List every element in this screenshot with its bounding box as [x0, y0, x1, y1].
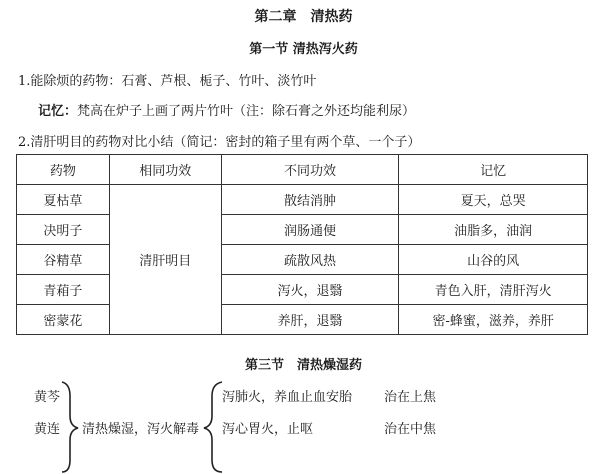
item-2: 2.清肝明目的药物对比小结（简记：密封的箱子里有两个草、一个子） — [18, 135, 421, 150]
header-different: 不同功效 — [221, 155, 399, 185]
effect-cell: 散结消肿 — [221, 185, 399, 215]
table-row — [17, 305, 588, 335]
effect-huangqin: 泻肺火，养血止血安胎 — [222, 390, 353, 405]
section3-title: 第三节 清热燥湿药 — [244, 358, 362, 373]
effect-cell: 泻火，退翳 — [221, 275, 399, 305]
memo-cell: 山谷的风 — [399, 245, 588, 275]
location-middle: 治在中焦 — [384, 422, 437, 437]
table-row — [17, 245, 588, 275]
memo-cell: 密-蜂蜜，滋养，养肝 — [399, 305, 588, 335]
table-row — [17, 185, 588, 215]
comparison-table — [16, 154, 588, 335]
drug-cell: 青葙子 — [17, 275, 110, 305]
drug-cell: 夏枯草 — [17, 185, 110, 215]
chapter-title: 第二章 清热药 — [254, 9, 353, 25]
brace-diagram — [0, 378, 607, 474]
effect-cell: 养肝，退翳 — [221, 305, 399, 335]
table-row — [17, 275, 588, 305]
shared-effect: 清热燥湿，泻火解毒 — [82, 422, 200, 437]
memo-cell: 油脂多，油润 — [399, 215, 588, 245]
effect-cell: 润肠通便 — [221, 215, 399, 245]
shared-effect-cell: 清肝明目 — [109, 185, 221, 335]
drug-cell: 决明子 — [17, 215, 110, 245]
memory-label: 记忆： — [38, 104, 78, 119]
header-shared: 相同功效 — [109, 155, 221, 185]
effect-cell: 疏散风热 — [221, 245, 399, 275]
memory-line — [38, 100, 415, 119]
memory-text: 梵高在炉子上画了两片竹叶（注：除石膏之外还均能利尿） — [77, 104, 416, 119]
memo-cell: 夏天，总哭 — [399, 185, 588, 215]
right-brace — [204, 382, 222, 472]
section-title: 第一节 清热泻火药 — [249, 42, 358, 57]
table-header-row — [17, 155, 588, 185]
drug-cell: 密蒙花 — [17, 305, 110, 335]
header-memo: 记忆 — [399, 155, 588, 185]
left-brace — [62, 382, 78, 472]
drug-cell: 谷精草 — [17, 245, 110, 275]
drug-huangqin: 黄芩 — [34, 390, 61, 405]
effect-huanglian: 泻心胃火，止呕 — [222, 422, 314, 437]
memo-cell: 青色入肝，清肝泻火 — [399, 275, 588, 305]
header-drug: 药物 — [17, 155, 110, 185]
item-1: 1.能除烦的药物：石膏、芦根、栀子、竹叶、淡竹叶 — [18, 74, 317, 89]
drug-huanglian: 黄连 — [34, 422, 61, 437]
table-row — [17, 215, 588, 245]
location-upper: 治在上焦 — [384, 390, 437, 405]
